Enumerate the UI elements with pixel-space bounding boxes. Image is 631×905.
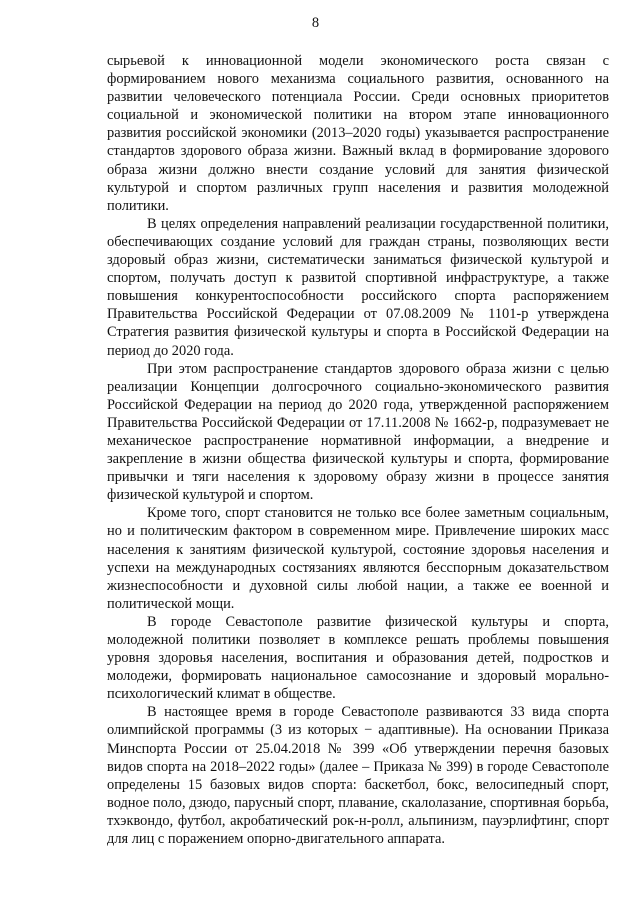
document-body [107,52,609,848]
paragraph-sports-list: В настоящее время в городе Севастополе развиваются 33 вида спорта олимпийской программы (3 из которых − адаптивные). На основании Приказа Минспорта России от 25.04.2018 № 399 «Об утверждении перечня базовых видов спорта на 2018–2022 годы» (далее – Приказа № 399) в городе Севастополе определены 15 базовых видов спорта: баскетбол, бокс, велосипедный спорт, водное поло, дзюдо, парусный спорт, плавание, скалолазание, спортивная борьба, тхэквондо, футбол, акробатический рок-н-ролл, альпинизм, пауэрлифтинг, спорт для лиц с поражением опорно-двигательного аппарата. [107,704,609,848]
paragraph-continuation: сырьевой к инновационной модели экономического роста связан с формированием нового механизма социального развития, основанного на развитии человеческого потенциала России. Среди основных приоритетов социальной и экономической политики на втором этапе инновационного развития российской экономики (2013–2020 годы) указывается распространение стандартов здорового образа жизни. Важный вклад в формирование здорового образа жизни должно внести создание условий для занятия физической культурой и спортом различных групп населения и развития молодежной политики. [107,53,609,214]
paragraph-sport-factor: Кроме того, спорт становится не только все более заметным социальным, но и политическим фактором в современном мире. Привлечение широких масс населения к занятиям физической культурой, состояние здоровья населения и успехи на международных состязаниях являются бесспорным доказательством жизнеспособности и духовной силы любой нации, а также ее военной и политической мощи. [107,505,609,612]
paragraph-strategy: В целях определения направлений реализации государственной политики, обеспечивающих создание условий для граждан страны, позволяющих вести здоровый образ жизни, систематически заниматься физической культурой и спортом, получать доступ к развитой спортивной инфраструктуре, а также повышения конкурентоспособности российского спорта распоряжением Правительства Российской Федерации от 07.08.2009 № 1101-р утверждена Стратегия развития физической культуры и спорта в Российской Федерации на период до 2020 года. [107,215,609,359]
paragraph-concept: При этом распространение стандартов здорового образа жизни с целью реализации Концепции долгосрочного социально-экономического развития Российской Федерации на период до 2020 года, утвержденной распоряжением Правительства Российской Федерации от 17.11.2008 № 1662-р, подразумевает не механическое распространение нормативной информации, а внедрение и закрепление в жизни общества физической культуры и спорта, формирование привычки и тяги населения к здоровому образу жизни в процессе занятия физической культурой и спортом. [107,360,609,504]
paragraph-sevastopol-development: В городе Севастополе развитие физической культуры и спорта, молодежной политики позволяет в комплексе решать проблемы повышения уровня здоровья населения, воспитания и образования детей, подростков и молодежи, формировать национальное самосознание и здоровый морально-психологический климат в обществе. [107,613,609,703]
page-number: 8 [311,15,320,31]
